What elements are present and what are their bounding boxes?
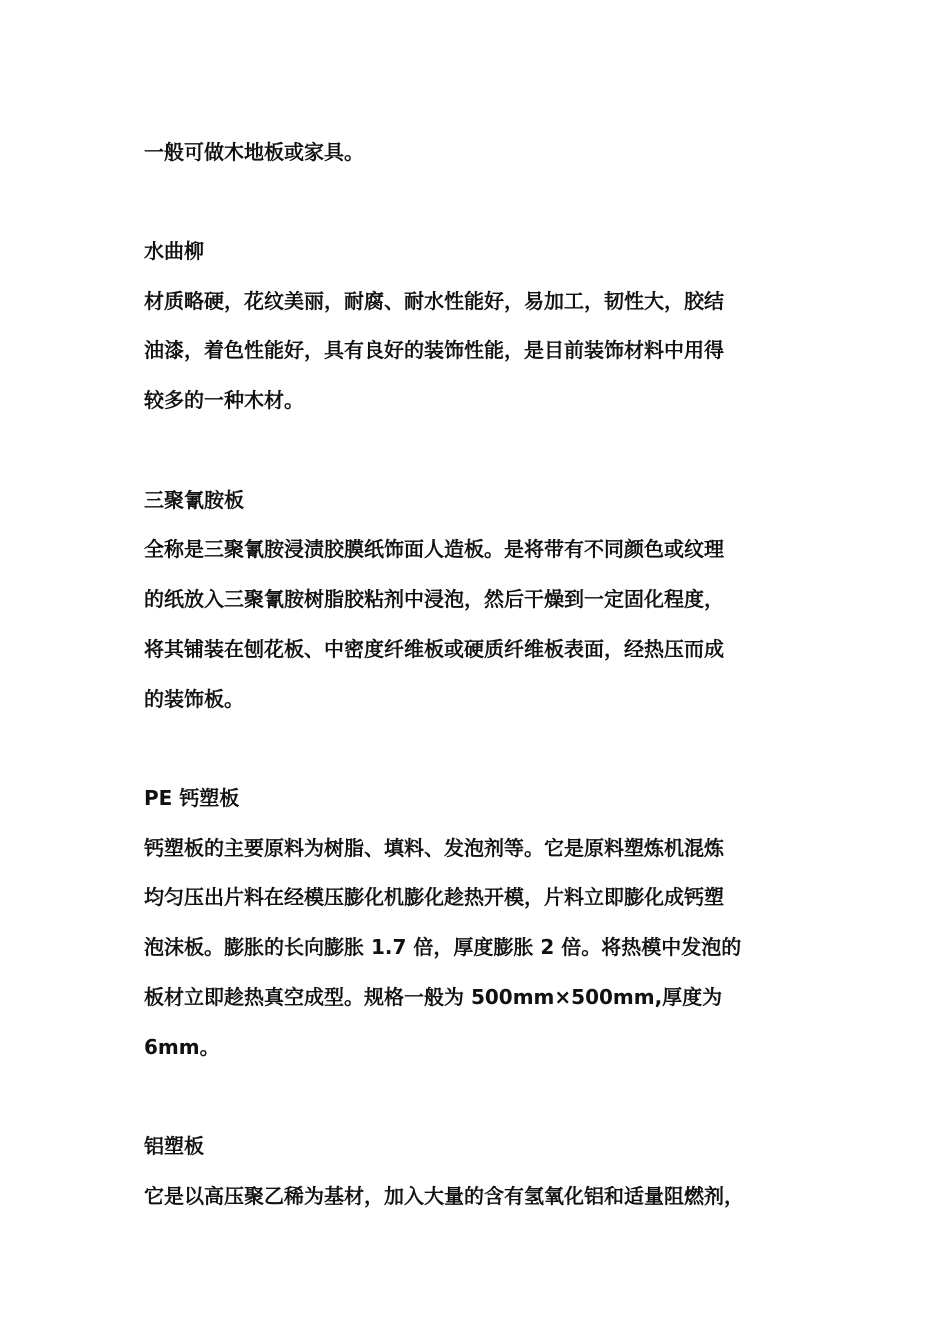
paragraph-line: 6mm。 [144, 1035, 220, 1059]
paragraph-line: 泡沫板。膨胀的长向膨胀 1.7 倍，厚度膨胀 2 倍。将热模中发泡的 [144, 935, 742, 959]
section-heading-pe-calcium-plastic-board: PE 钙塑板 [144, 786, 240, 810]
section-heading-ash-wood: 水曲柳 [144, 239, 204, 263]
section-heading-melamine-board: 三聚氰胺板 [144, 488, 244, 512]
paragraph-line: 的装饰板。 [144, 687, 244, 711]
paragraph-line: 的纸放入三聚氰胺树脂胶粘剂中浸泡，然后干燥到一定固化程度， [144, 587, 724, 611]
paragraph-line: 较多的一种木材。 [144, 388, 304, 412]
paragraph-line: 钙塑板的主要原料为树脂、填料、发泡剂等。它是原料塑炼机混炼 [144, 836, 724, 860]
paragraph-line: 全称是三聚氰胺浸渍胶膜纸饰面人造板。是将带有不同颜色或纹理 [144, 537, 724, 561]
intro-paragraph: 一般可做木地板或家具。 [144, 140, 364, 164]
paragraph-line: 将其铺装在刨花板、中密度纤维板或硬质纤维板表面，经热压而成 [144, 637, 724, 661]
paragraph-line: 均匀压出片料在经模压膨化机膨化趁热开模，片料立即膨化成钙塑 [144, 885, 724, 909]
paragraph-line: 材质略硬，花纹美丽，耐腐、耐水性能好，易加工，韧性大，胶结 [144, 289, 724, 313]
section-heading-aluminum-plastic-board: 铝塑板 [144, 1134, 204, 1158]
paragraph-line: 它是以高压聚乙稀为基材，加入大量的含有氢氧化铝和适量阻燃剂， [144, 1184, 744, 1208]
paragraph-line: 板材立即趁热真空成型。规格一般为 500mm×500mm,厚度为 [144, 985, 723, 1009]
paragraph-line: 油漆，着色性能好，具有良好的装饰性能，是目前装饰材料中用得 [144, 338, 724, 362]
